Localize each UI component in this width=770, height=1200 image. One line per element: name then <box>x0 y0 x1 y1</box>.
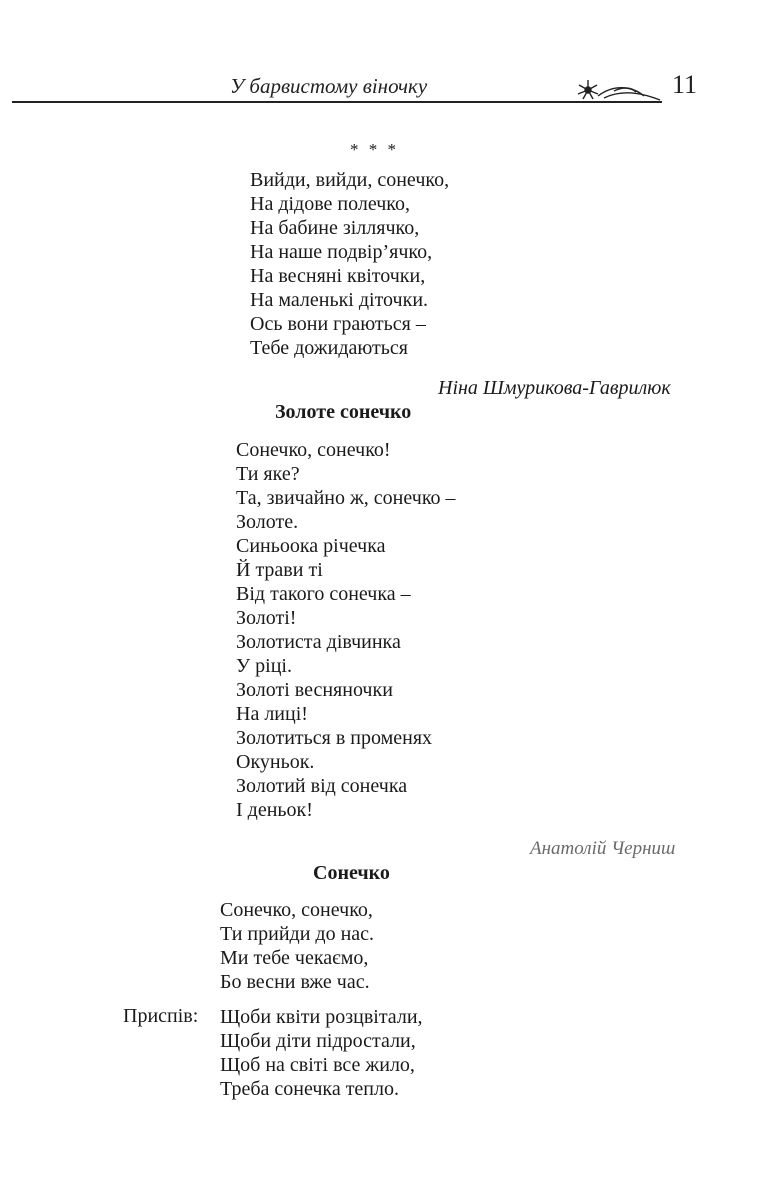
poem-line: Сонечко, сонечко, <box>220 899 373 921</box>
flower-sprig-icon <box>574 76 664 102</box>
poem-line: Щоби квіти розцвітали, <box>220 1006 423 1028</box>
poem-line: Та, звичайно ж, сонечко – <box>236 487 456 509</box>
header-rule <box>12 101 662 103</box>
poem-line: На бабине зіллячко, <box>250 217 420 239</box>
poem2-body <box>236 438 456 822</box>
poem-line: Ти яке? <box>236 463 300 485</box>
poem-line: І деньок! <box>236 799 313 821</box>
poem2-title: Золоте сонечко <box>275 401 412 423</box>
running-header-title: У барвистому віночку <box>230 74 428 98</box>
poem-line: У ріці. <box>236 655 292 677</box>
page-number: 11 <box>672 70 698 99</box>
poem-line: Ми тебе чекаємо, <box>220 947 369 969</box>
poem3-title: Сонечко <box>313 862 390 884</box>
poem-line: Бо весни вже час. <box>220 971 370 993</box>
refrain-label: Приспів: <box>123 1005 199 1027</box>
poem2-author: Анатолій Черниш <box>530 838 676 859</box>
poem-line: Золоті весняночки <box>236 679 393 701</box>
poem-line: Сонечко, сонечко! <box>236 439 391 461</box>
poem-line: На лиці! <box>236 703 308 725</box>
poem-line: На весняні квіточки, <box>250 265 426 287</box>
poem-line: На маленькі діточки. <box>250 289 429 311</box>
poem3-refrain <box>220 1005 423 1101</box>
poem-line: Вийди, вийди, сонечко, <box>250 169 450 191</box>
poem-line: Треба сонечка тепло. <box>220 1078 399 1100</box>
poem1-body <box>250 168 449 360</box>
poem-line: Золоте. <box>236 511 299 533</box>
poem-line: На наше подвір’ячко, <box>250 241 433 263</box>
poem-line: Золотий від сонечка <box>236 775 408 797</box>
poem-line: Щоби діти підростали, <box>220 1030 416 1052</box>
poem-line: На дідове полечко, <box>250 193 410 215</box>
poem3-verse <box>220 898 374 994</box>
poem-line: Ти прийди до нас. <box>220 923 375 945</box>
poem-line: Золоті! <box>236 607 297 629</box>
poem-line: Тебе дожидаються <box>250 337 408 359</box>
running-header <box>0 0 770 110</box>
poem-line: Синьоока річечка <box>236 535 386 557</box>
poem-line: Й трави ті <box>236 559 323 581</box>
poem-line: Щоб на світі все жило, <box>220 1054 415 1076</box>
poem-separator: * * * <box>350 140 399 159</box>
poem-line: Ось вони граються – <box>250 313 426 335</box>
poem-line: Від такого сонечка – <box>236 583 411 605</box>
poem-line: Золотиться в променях <box>236 727 433 749</box>
poem1-author: Ніна Шмурикова-Гаврилюк <box>438 377 671 399</box>
poem-line: Золотиста дівчинка <box>236 631 401 653</box>
poem-line: Окуньок. <box>236 751 315 773</box>
